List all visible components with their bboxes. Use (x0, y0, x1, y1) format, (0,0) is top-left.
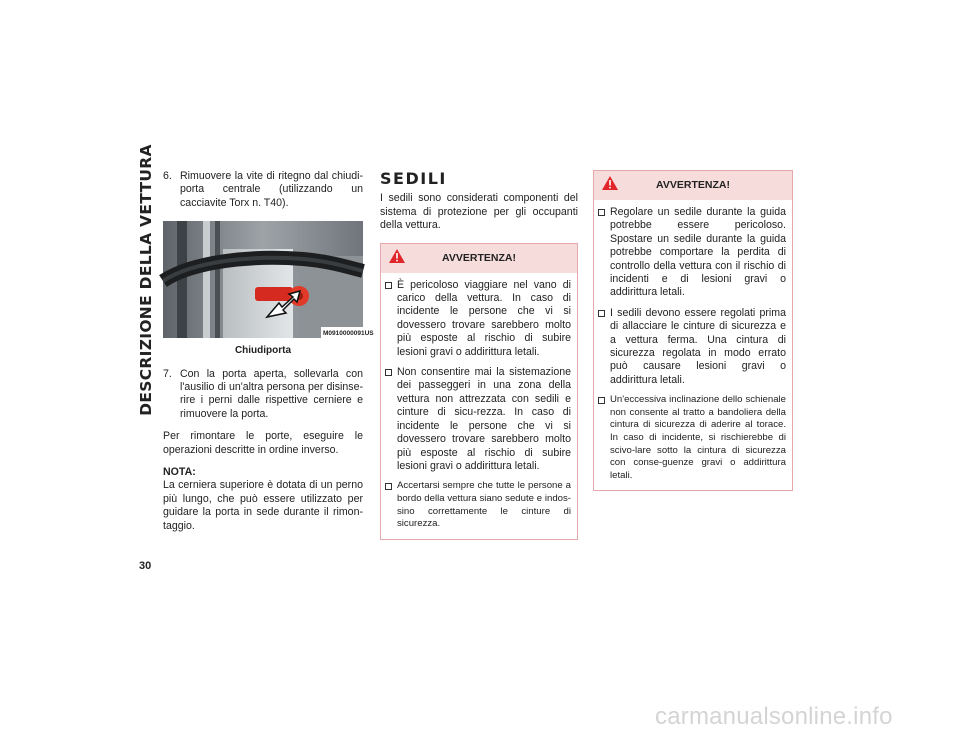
warning-item (598, 307, 786, 387)
step-text: Con la porta aperta, sollevarla con l'ausilio di un'altra persona per disinse-rire i perni dalle rispettive cerniere e rimuovere la porta. (180, 367, 363, 420)
step-number: 6. (163, 170, 172, 182)
warning-item (598, 206, 786, 300)
paragraph-reassembly: Per rimontare le porte, eseguire le operazioni descritte in ordine inverso. (163, 430, 363, 456)
warning-item (385, 480, 571, 530)
warning-box (380, 243, 578, 540)
warning-header (381, 244, 577, 273)
warning-item-text: È pericoloso viaggiare nel vano di carico della vettura. In caso di incidente le persone che vi si dovessero trovare sarebbero molto più esposte al rischio di subire lesioni gravi o addirittura letali. (397, 278, 571, 358)
image-code: M0910000091US (323, 330, 374, 338)
warning-item-text: I sedili devono essere regolati prima di allacciare le cinture di sicurezza e a vettura ferma. Una cintura di sicurezza regolata in modo errato può causare lesioni gravi o addirittura letali. (610, 306, 786, 386)
warning-header (594, 171, 792, 200)
square-bullet-icon (598, 394, 610, 482)
section-intro: I sedili sono considerati componenti del sistema di protezione per gli occupanti della vettura. (380, 192, 578, 232)
warning-item (385, 279, 571, 359)
warning-triangle-icon (389, 249, 405, 263)
image-caption: Chiudiporta (234, 345, 292, 357)
warning-list (594, 200, 792, 490)
column-right (593, 170, 793, 491)
warning-list (381, 273, 577, 539)
warning-triangle-icon (602, 176, 618, 190)
step-6 (163, 170, 363, 210)
column-left (163, 170, 374, 533)
side-section-title-text: DESCRIZIONE DELLA VETTURA (137, 144, 155, 416)
step-number: 7. (163, 367, 172, 380)
watermark-text: carmanualsonline.info (655, 703, 893, 730)
warning-box (593, 170, 793, 491)
warning-item-text: Non consentire mai la sistemazione dei passeggeri in una zona della vettura non attrezzata con sedili e cinture di sicu-rezza. In caso di incidente le persone che vi si dovessero trovare sarebbero molto più esposte al rischio di subire lesioni gravi o addirittura letali. (397, 366, 571, 472)
square-bullet-icon (598, 307, 610, 387)
door-latch-illustration (163, 221, 374, 338)
side-section-title (137, 144, 155, 416)
square-bullet-icon (385, 366, 397, 473)
step-7 (163, 368, 363, 422)
section-heading: SEDILI (380, 169, 447, 188)
square-bullet-icon (385, 279, 397, 359)
note-label: NOTA: (163, 466, 196, 479)
warning-item (385, 366, 571, 473)
door-latch-photo (163, 221, 374, 338)
warning-item-text: Accertarsi sempre che tutte le persone a bordo della vettura siano sedute e indos-sino correttamente le cinture di sicurezza. (397, 480, 571, 530)
square-bullet-icon (598, 206, 610, 300)
warning-item-text: Un'eccessiva inclinazione dello schienale non consente al tratto a bandoliera della cintura di sicurezza di aderire al torace. In caso di incidente, si rischierebbe di scivo-lare sotto la cintura di sicurezza con conse-guenze gravi o addirittura letali. (610, 394, 786, 481)
warning-title: AVVERTENZA! (442, 251, 516, 264)
warning-title: AVVERTENZA! (656, 179, 730, 191)
step-text: Rimuovere la vite di ritegno dal chiudi-porta centrale (utilizzando un cacciavite Torx n. T40). (180, 170, 363, 209)
note-text: La cerniera superiore è dotata di un perno più lungo, che può essere utilizzato per guidare la porta in sede durante il rimon-taggio. (163, 479, 363, 532)
warning-item-text: Regolare un sedile durante la guida potrebbe essere pericoloso. Spostare un sedile durante la guida potrebbe comportare la perdita di controllo della vettura con il rischio di incidenti e di lesioni gravi o addirittura letali. (610, 206, 786, 299)
square-bullet-icon (385, 480, 397, 530)
column-middle (380, 170, 578, 540)
warning-item (598, 394, 786, 482)
page-number: 30 (139, 560, 152, 572)
